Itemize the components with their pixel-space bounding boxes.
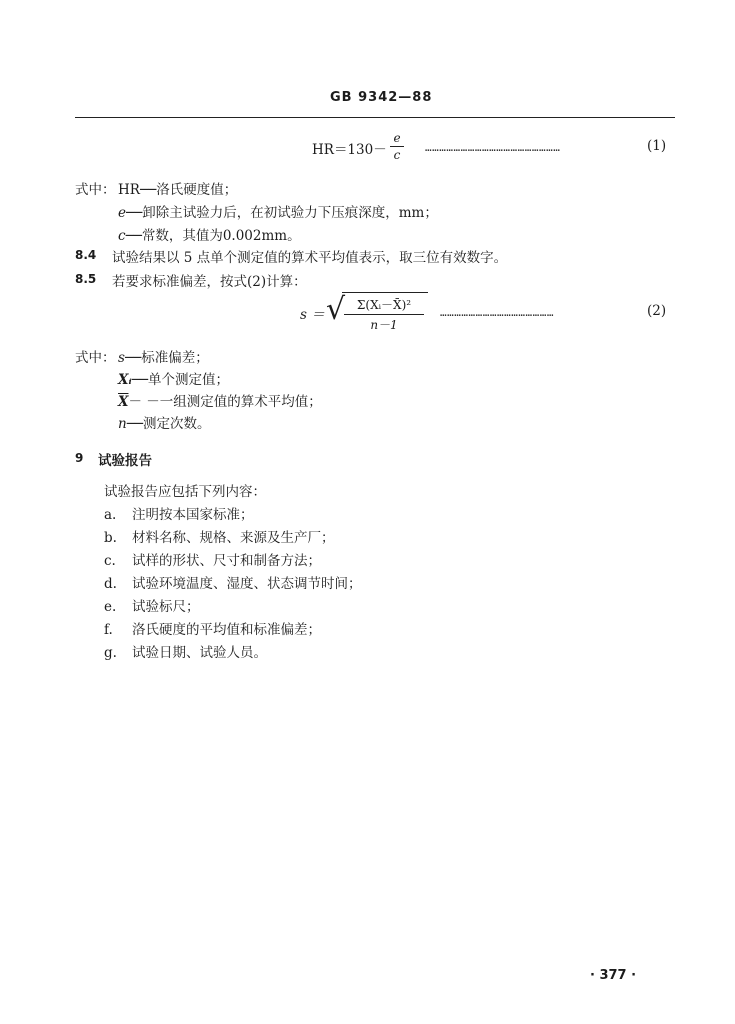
list-label: b. xyxy=(104,530,117,546)
page-number: · 377 · xyxy=(590,968,637,983)
formula-1-denominator: c xyxy=(393,148,401,162)
where-2-item xyxy=(118,346,209,366)
list-item xyxy=(104,595,200,615)
formula-1-leader: ………………………………………………… xyxy=(425,141,561,154)
standard-number: GB 9342—88 xyxy=(330,90,433,105)
list-label: f. xyxy=(104,622,113,638)
list-item xyxy=(104,572,362,592)
symbol: $\overline{X}$ xyxy=(118,394,129,410)
description: ──洛氏硬度值； xyxy=(139,182,238,198)
section-intro: 试验报告应包括下列内容： xyxy=(104,484,266,500)
list-text: 试验日期、试验人员。 xyxy=(132,645,267,661)
where-1-item xyxy=(118,178,237,198)
description: ──单个测定值； xyxy=(131,372,229,388)
header-rule xyxy=(75,117,675,118)
symbol: c xyxy=(118,228,126,244)
section-number: 9 xyxy=(75,451,84,465)
formula-2-denominator: n－1 xyxy=(370,318,398,332)
formula-2-lhs: s ＝ xyxy=(300,307,325,323)
formula-1-lhs: HR＝130－ xyxy=(312,142,387,158)
description: ──测定次数。 xyxy=(126,416,211,432)
list-item xyxy=(104,641,267,661)
symbol: n xyxy=(118,416,127,432)
list-text: 试样的形状、尺寸和制备方法； xyxy=(132,553,321,569)
list-label: a. xyxy=(104,507,117,523)
list-item xyxy=(104,618,321,638)
where-2-item xyxy=(118,390,322,410)
fraction-bar xyxy=(344,314,424,315)
formula-2-numerator: Σ(Xᵢ－X̄)² xyxy=(356,298,412,312)
clause-text: 若要求标准偏差，按式(2)计算： xyxy=(112,274,307,290)
list-label: d. xyxy=(104,576,117,592)
formula-2-fraction xyxy=(344,296,424,333)
where-2-lead: 式中： xyxy=(75,350,116,366)
symbol: s xyxy=(118,350,125,366)
list-text: 试验标尺； xyxy=(132,599,200,615)
description: ──卸除主试验力后，在初试验力下压痕深度，mm； xyxy=(126,205,438,221)
formula-2-number: (2) xyxy=(647,303,667,319)
list-item xyxy=(104,549,321,569)
list-text: 材料名称、规格、来源及生产厂； xyxy=(132,530,335,546)
section-title: 试验报告 xyxy=(98,453,152,469)
formula-1-fraction xyxy=(390,131,404,162)
formula-1-numerator: e xyxy=(393,131,401,145)
clause-text: 试验结果以 5 点单个测定值的算术平均值表示，取三位有效数字。 xyxy=(112,250,508,266)
radical-vinculum xyxy=(342,292,428,293)
symbol: Xᵢ xyxy=(118,372,132,388)
list-text: 试验环境温度、湿度、状态调节时间； xyxy=(132,576,362,592)
formula-2-leader: ………………………………………… xyxy=(440,306,554,319)
where-1-item xyxy=(118,201,438,221)
where-2-item xyxy=(118,412,210,432)
symbol: HR xyxy=(118,182,140,198)
description: － －一组测定值的算术平均值； xyxy=(128,394,322,410)
fraction-bar xyxy=(390,146,404,147)
description: ──常数，其值为0.002mm。 xyxy=(125,228,301,244)
list-label: c. xyxy=(104,553,116,569)
description: ──标准偏差； xyxy=(124,350,209,366)
where-1-item xyxy=(118,224,301,244)
list-item xyxy=(104,503,254,523)
list-label: g. xyxy=(104,645,117,661)
symbol: e xyxy=(118,205,126,221)
clause-number: 8.5 xyxy=(75,272,97,286)
radical-sign: √ xyxy=(326,292,346,327)
clause-number: 8.4 xyxy=(75,248,97,262)
list-item xyxy=(104,526,335,546)
list-text: 洛氏硬度的平均值和标准偏差； xyxy=(132,622,321,638)
where-2-item xyxy=(118,368,229,388)
where-1-lead: 式中： xyxy=(75,182,116,198)
formula-1-number: (1) xyxy=(647,138,667,154)
list-text: 注明按本国家标准； xyxy=(132,507,254,523)
list-label: e. xyxy=(104,599,117,615)
